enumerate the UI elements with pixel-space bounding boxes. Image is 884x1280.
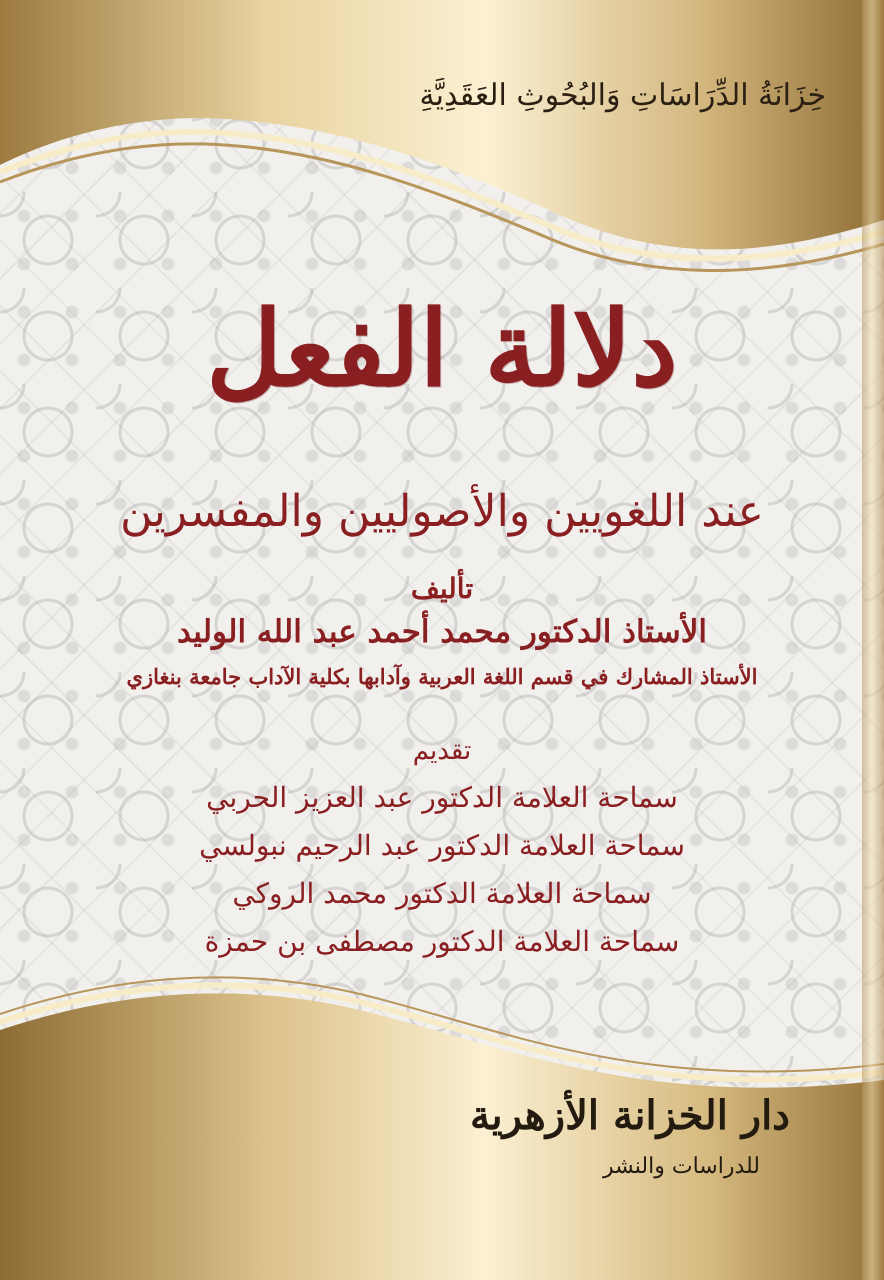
- foreword-item: سماحة العلامة الدكتور مصطفى بن حمزة: [204, 925, 680, 958]
- foreword-label: تقديم: [412, 736, 472, 766]
- publisher-logo: دار الخزانة الأزهرية: [470, 1092, 790, 1139]
- foreword-list: [60, 774, 824, 966]
- book-subtitle: عند اللغويين والأصوليين والمفسرين: [120, 486, 764, 537]
- authorship-label: تأليف: [410, 572, 474, 605]
- book-title: دلالة الفعل: [206, 287, 678, 410]
- foreword-item: سماحة العلامة الدكتور عبد العزيز الحربي: [206, 781, 678, 814]
- publisher-tagline: للدراسات والنشر: [603, 1154, 760, 1179]
- top-gold-band: [0, 0, 884, 290]
- foreword-item: سماحة العلامة الدكتور عبد الرحيم نبولسي: [199, 829, 685, 862]
- right-gold-stripe: [862, 0, 884, 1280]
- author-affiliation: الأستاذ المشارك في قسم اللغة العربية وآدابها بكلية الآداب جامعة بنغازي: [126, 664, 758, 689]
- foreword-item: سماحة العلامة الدكتور محمد الروكي: [232, 877, 652, 910]
- series-title: خِزَانَةُ الدِّرَاسَاتِ وَالبُحُوثِ العَقَدِيَّةِ: [419, 78, 826, 113]
- author-name: الأستاذ الدكتور محمد أحمد عبد الله الوليد: [176, 614, 708, 650]
